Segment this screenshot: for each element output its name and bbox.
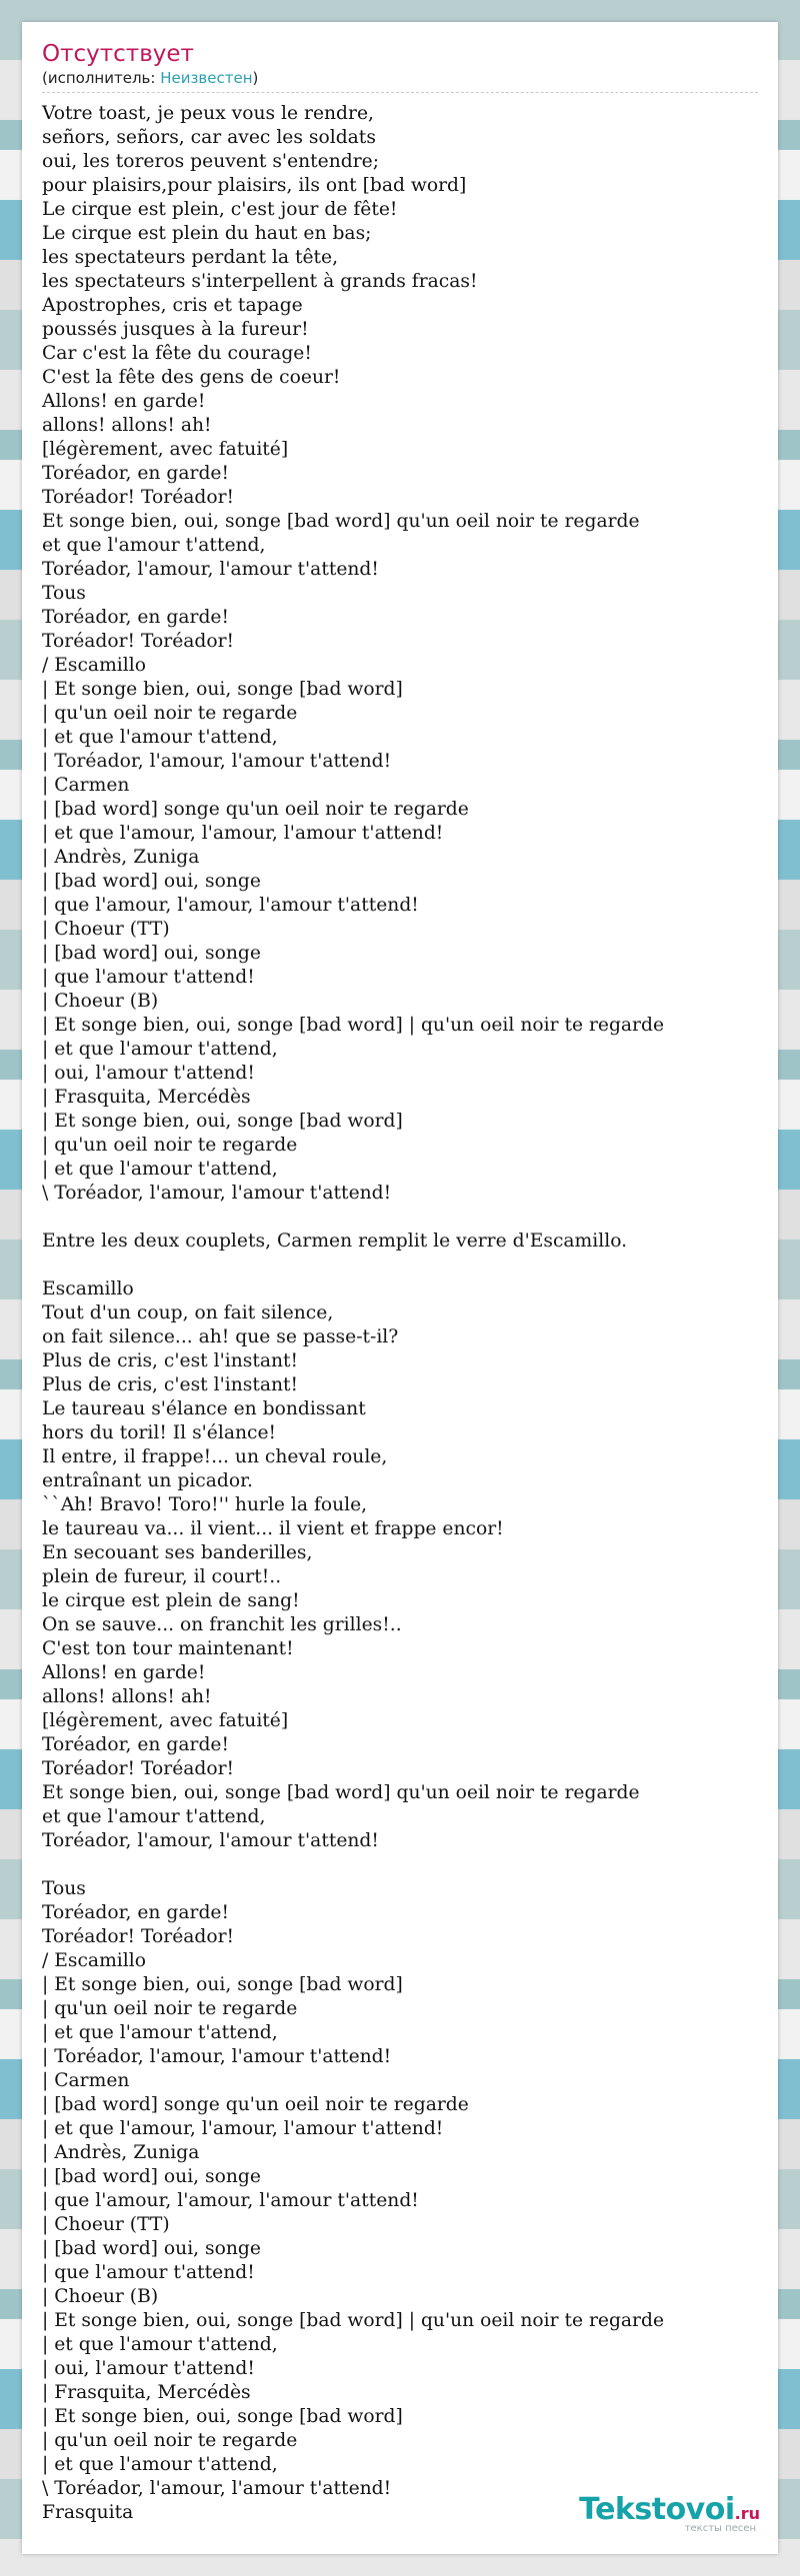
song-title: Отсутствует	[42, 41, 194, 67]
lyric-line: | et que l'amour t'attend,	[42, 2022, 278, 2043]
lyric-line: Votre toast, je peux vous le rendre,	[42, 103, 374, 124]
lyric-line: | et que l'amour t'attend,	[42, 1159, 278, 1180]
lyric-line: plein de fureur, il court!..	[42, 1566, 282, 1587]
lyric-line: et que l'amour t'attend,	[42, 535, 266, 556]
lyric-line: Et songe bien, oui, songe [bad word] qu'un oeil noir te regarde	[42, 1782, 640, 1803]
logo-tld: .ru	[734, 2504, 760, 2523]
lyric-line: | qu'un oeil noir te regarde	[42, 1135, 298, 1156]
lyric-line: hors du toril! Il s'élance!	[42, 1422, 277, 1443]
lyric-line: Tout d'un coup, on fait silence,	[42, 1302, 334, 1323]
lyric-line: Le cirque est plein, c'est jour de fête!	[42, 199, 398, 220]
lyric-line: Le cirque est plein du haut en bas;	[42, 223, 372, 244]
lyric-line: Allons! en garde!	[42, 391, 206, 412]
lyric-line: Toréador, en garde!	[42, 463, 229, 484]
lyric-line: Toréador! Toréador!	[42, 1926, 235, 1947]
lyric-line: | [bad word] songe qu'un oeil noir te regarde	[42, 2094, 469, 2115]
lyric-line: | Et songe bien, oui, songe [bad word]	[42, 2406, 403, 2427]
lyric-line: | que l'amour t'attend!	[42, 967, 255, 988]
lyric-line: Toréador, en garde!	[42, 607, 229, 628]
lyric-line: señors, señors, car avec les soldats	[42, 127, 376, 148]
lyric-line: Plus de cris, c'est l'instant!	[42, 1374, 299, 1395]
lyric-line: ``Ah! Bravo! Toro!'' hurle la foule,	[42, 1494, 368, 1515]
lyric-line: On se sauve... on franchit les grilles!..	[42, 1614, 402, 1635]
lyric-line: | Choeur (B)	[42, 2286, 159, 2307]
song-header	[42, 40, 758, 93]
lyric-line: | et que l'amour t'attend,	[42, 727, 278, 748]
lyric-line: C'est la fête des gens de coeur!	[42, 367, 341, 388]
lyric-line: | et que l'amour t'attend,	[42, 2454, 278, 2475]
lyric-line: Apostrophes, cris et tapage	[42, 295, 303, 316]
lyric-line: | qu'un oeil noir te regarde	[42, 703, 298, 724]
lyric-line: | Andrès, Zuniga	[42, 847, 200, 868]
lyric-line: | oui, l'amour t'attend!	[42, 1063, 255, 1084]
lyric-line: | et que l'amour t'attend,	[42, 1039, 278, 1060]
lyric-line: poussés jusques à la fureur!	[42, 319, 309, 340]
lyric-line: C'est ton tour maintenant!	[42, 1638, 294, 1659]
lyric-line: | que l'amour, l'amour, l'amour t'attend!	[42, 895, 419, 916]
lyric-line: | oui, l'amour t'attend!	[42, 2358, 255, 2379]
lyric-line: le taureau va... il vient... il vient et frappe encor!	[42, 1518, 504, 1539]
lyric-line: / Escamillo	[42, 655, 146, 676]
lyric-line: | Toréador, l'amour, l'amour t'attend!	[42, 2046, 392, 2067]
lyric-line	[42, 1254, 762, 1278]
lyric-line: allons! allons! ah!	[42, 415, 212, 436]
artist-line	[42, 68, 758, 88]
lyric-line: Entre les deux couplets, Carmen remplit le verre d'Escamillo.	[42, 1231, 628, 1252]
lyric-line: | [bad word] oui, songe	[42, 2166, 261, 2187]
lyric-line: [légèrement, avec fatuité]	[42, 439, 289, 460]
lyric-line: | et que l'amour, l'amour, l'amour t'attend!	[42, 2118, 444, 2139]
lyric-line: | Et songe bien, oui, songe [bad word]	[42, 1111, 403, 1132]
lyric-line: le cirque est plein de sang!	[42, 1590, 300, 1611]
lyric-line: pour plaisirs,pour plaisirs, ils ont [bad word]	[42, 175, 467, 196]
lyric-line: Escamillo	[42, 1279, 134, 1299]
lyric-line: | Et songe bien, oui, songe [bad word] | qu'un oeil noir te regarde	[42, 1015, 665, 1036]
lyric-line: | [bad word] songe qu'un oeil noir te regarde	[42, 799, 469, 820]
lyric-line: entraînant un picador.	[42, 1470, 253, 1491]
lyric-line: | Choeur (TT)	[42, 919, 170, 940]
lyrics-text	[42, 102, 762, 2525]
lyric-line: En secouant ses banderilles,	[42, 1542, 313, 1563]
lyric-line: oui, les toreros peuvent s'entendre;	[42, 151, 380, 172]
lyric-line: | Toréador, l'amour, l'amour t'attend!	[42, 751, 392, 772]
lyric-line: Allons! en garde!	[42, 1662, 206, 1683]
lyric-line: Plus de cris, c'est l'instant!	[42, 1350, 299, 1371]
lyric-line: | Frasquita, Mercédès	[42, 2382, 251, 2403]
lyric-line	[42, 1206, 762, 1230]
lyric-line: \ Toréador, l'amour, l'amour t'attend!	[42, 1183, 392, 1204]
lyric-line: Toréador, l'amour, l'amour t'attend!	[42, 1830, 379, 1851]
lyric-line: Tous	[42, 583, 86, 604]
lyric-line: | Et songe bien, oui, songe [bad word] | qu'un oeil noir te regarde	[42, 2310, 665, 2331]
lyric-line: Toréador! Toréador!	[42, 487, 235, 508]
lyric-line	[42, 1853, 762, 1877]
lyric-line: Le taureau s'élance en bondissant	[42, 1398, 366, 1419]
lyric-line: | Et songe bien, oui, songe [bad word]	[42, 679, 403, 700]
lyric-line: | Et songe bien, oui, songe [bad word]	[42, 1974, 403, 1995]
lyric-line: Toréador, l'amour, l'amour t'attend!	[42, 559, 379, 580]
lyric-line: les spectateurs perdant la tête,	[42, 247, 339, 268]
lyric-line: Tous	[42, 1878, 86, 1899]
lyric-line: et que l'amour t'attend,	[42, 1806, 266, 1827]
lyric-line: on fait silence... ah! que se passe-t-il?	[42, 1326, 399, 1347]
lyric-line: \ Toréador, l'amour, l'amour t'attend!	[42, 2478, 392, 2499]
site-logo[interactable]	[579, 2492, 760, 2534]
lyric-line: | et que l'amour t'attend,	[42, 2334, 278, 2355]
lyric-line: | [bad word] oui, songe	[42, 2238, 261, 2259]
lyric-line: [légèrement, avec fatuité]	[42, 1710, 289, 1731]
lyrics-card	[22, 22, 778, 2554]
lyric-line: Toréador, en garde!	[42, 1734, 229, 1755]
lyric-line: | Choeur (TT)	[42, 2214, 170, 2235]
lyric-line: | Choeur (B)	[42, 991, 159, 1012]
lyric-line: / Escamillo	[42, 1950, 146, 1971]
lyric-line: Toréador! Toréador!	[42, 1758, 235, 1779]
artist-prefix: (исполнитель:	[42, 69, 161, 87]
logo-name: Tekstovoi	[579, 2492, 735, 2527]
lyric-line: Toréador, en garde!	[42, 1902, 229, 1923]
lyric-line: Toréador! Toréador!	[42, 631, 235, 652]
lyric-line: les spectateurs s'interpellent à grands fracas!	[42, 271, 478, 292]
lyric-line: Il entre, il frappe!... un cheval roule,	[42, 1446, 388, 1467]
logo-subtitle: тексты песен	[684, 2523, 756, 2534]
lyric-line: Car c'est la fête du courage!	[42, 343, 312, 364]
lyric-line: | Andrès, Zuniga	[42, 2142, 200, 2163]
lyric-line: | [bad word] oui, songe	[42, 871, 261, 892]
lyric-line: | Frasquita, Mercédès	[42, 1087, 251, 1108]
lyric-line: allons! allons! ah!	[42, 1686, 212, 1707]
lyric-line: | et que l'amour, l'amour, l'amour t'attend!	[42, 823, 444, 844]
artist-suffix: )	[252, 69, 259, 87]
lyric-line: Et songe bien, oui, songe [bad word] qu'un oeil noir te regarde	[42, 511, 640, 532]
lyric-line: | qu'un oeil noir te regarde	[42, 1998, 298, 2019]
lyric-line: Frasquita	[42, 2502, 134, 2523]
lyric-line: | Carmen	[42, 2070, 130, 2091]
artist-link[interactable]: Неизвестен	[160, 69, 253, 87]
lyric-line: | que l'amour t'attend!	[42, 2262, 255, 2283]
lyric-line: | [bad word] oui, songe	[42, 943, 261, 964]
lyric-line: | Carmen	[42, 775, 130, 796]
lyric-line: | qu'un oeil noir te regarde	[42, 2430, 298, 2451]
lyric-line: | que l'amour, l'amour, l'amour t'attend!	[42, 2190, 419, 2211]
